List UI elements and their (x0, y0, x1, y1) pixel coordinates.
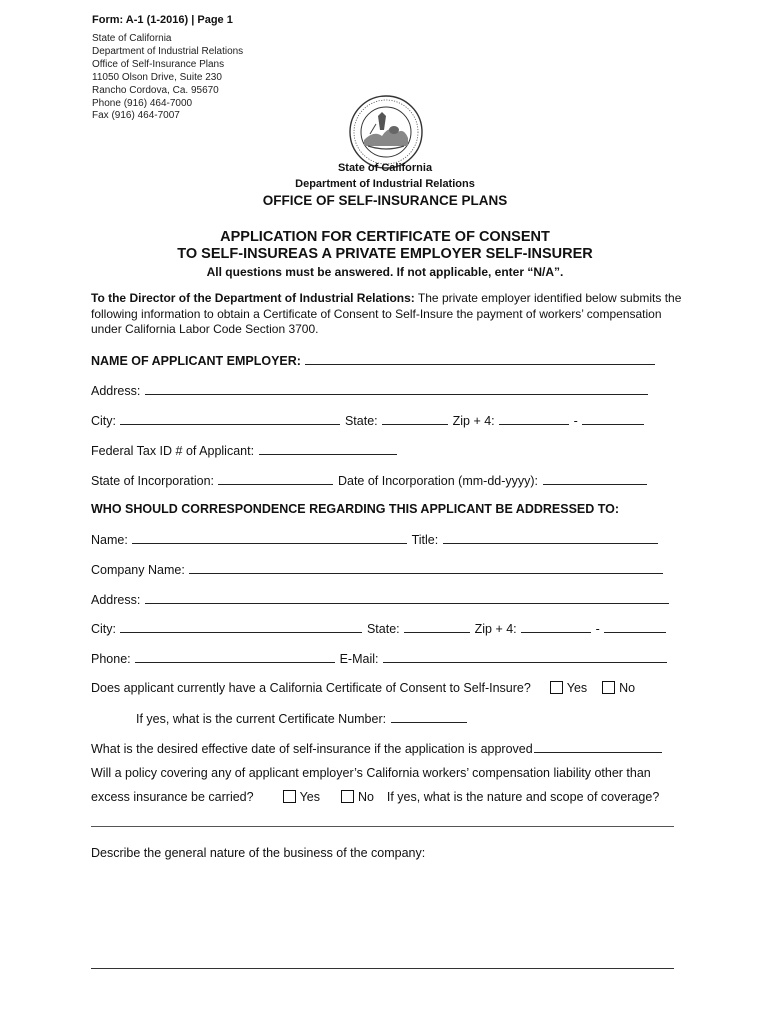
effective-date-question: What is the desired effective date of self-insurance if the application is approved (91, 742, 533, 756)
applicant-zip-field[interactable] (499, 413, 569, 425)
policy-followup-question: If yes, what is the nature and scope of coverage? (386, 790, 660, 804)
describe-business-label: Describe the general nature of the business of the company: (91, 846, 426, 860)
no-label: No (619, 681, 636, 695)
contact-phone-label: Phone: (91, 652, 131, 666)
agency-state: State of California (337, 162, 433, 174)
contact-name-row (91, 532, 659, 547)
applicant-address-field[interactable] (145, 383, 648, 395)
contact-city-label: City: (91, 622, 116, 636)
contact-zip-label: Zip + 4: (474, 622, 517, 636)
date-of-incorporation-field[interactable] (543, 473, 647, 485)
applicant-zip4-field[interactable] (582, 413, 644, 425)
zip-dash: - (573, 414, 578, 428)
incorporation-row (91, 473, 648, 488)
policy-question-line2: excess insurance be carried? (91, 790, 254, 804)
applicant-state-label: State: (344, 414, 378, 428)
contact-zip4-field[interactable] (604, 621, 666, 633)
office-address-block (92, 33, 243, 123)
california-state-seal-icon (348, 94, 424, 170)
current-certificate-row (91, 681, 635, 695)
address-line: Department of Industrial Relations (92, 45, 244, 57)
intro-paragraph (91, 291, 691, 338)
policy-question-row (91, 790, 659, 804)
certificate-number-row (136, 711, 468, 726)
policy-no-checkbox[interactable] (341, 790, 354, 803)
current-certificate-yes-checkbox[interactable] (550, 681, 563, 694)
form-instructions: All questions must be answered. If not applicable, enter “N/A”. (206, 265, 564, 279)
address-line: 11050 Olson Drive, Suite 230 (92, 71, 222, 83)
effective-date-row (91, 741, 663, 756)
contact-state-label: State: (366, 622, 400, 636)
contact-address-field[interactable] (145, 592, 669, 604)
agency-office: OFFICE OF SELF-INSURANCE PLANS (262, 193, 508, 208)
contact-zip-field[interactable] (521, 621, 591, 633)
date-of-incorporation-label: Date of Incorporation (mm-dd-yyyy): (337, 474, 539, 488)
agency-department: Department of Industrial Relations (295, 178, 475, 190)
effective-date-field[interactable] (534, 741, 662, 753)
form-id: Form: A-1 (1-2016) | Page 1 (92, 14, 233, 26)
certificate-number-field[interactable] (391, 711, 467, 723)
intro-body: The private employer identified below submits the following information to obtain a Certificate of Consent to Self-Insure the payment of workers’ compensation under California Labor Code Section 3700. (91, 291, 682, 336)
contact-state-field[interactable] (404, 621, 470, 633)
contact-name-field[interactable] (132, 532, 407, 544)
address-line: Fax (916) 464-7007 (92, 110, 180, 122)
contact-address-label: Address: (91, 593, 141, 607)
applicant-city-field[interactable] (120, 413, 340, 425)
applicant-address-label: Address: (91, 384, 141, 398)
federal-tax-id-label: Federal Tax ID # of Applicant: (91, 444, 255, 458)
policy-question-line1: Will a policy covering any of applicant employer’s California workers’ compensation liability other than (91, 766, 651, 780)
applicant-city-label: City: (91, 414, 116, 428)
applicant-name-row (91, 353, 656, 368)
intro-lead: To the Director of the Department of Industrial Relations: (91, 291, 415, 305)
state-of-incorporation-label: State of Incorporation: (91, 474, 214, 488)
applicant-zip-label: Zip + 4: (452, 414, 495, 428)
company-name-field[interactable] (189, 562, 663, 574)
zip-dash: - (595, 622, 600, 636)
contact-email-field[interactable] (383, 651, 667, 663)
contact-title-label: Title: (411, 533, 439, 547)
applicant-address-row (91, 383, 649, 398)
no-label: No (357, 790, 374, 804)
company-name-row (91, 562, 664, 577)
form-title-line1: APPLICATION FOR CERTIFICATE OF CONSENT (220, 229, 550, 245)
certificate-number-label: If yes, what is the current Certificate Number: (136, 712, 387, 726)
contact-title-field[interactable] (443, 532, 658, 544)
company-name-label: Company Name: (91, 563, 185, 577)
address-line: Phone (916) 464-7000 (92, 97, 193, 109)
form-title-line2: TO SELF-INSUREAS A PRIVATE EMPLOYER SELF-INSURER (177, 246, 593, 262)
policy-yes-checkbox[interactable] (283, 790, 296, 803)
federal-tax-id-row (91, 443, 398, 458)
contact-phone-field[interactable] (135, 651, 335, 663)
applicant-name-field[interactable] (305, 353, 655, 365)
applicant-state-field[interactable] (382, 413, 448, 425)
contact-name-label: Name: (91, 533, 128, 547)
current-certificate-question: Does applicant currently have a California Certificate of Consent to Self-Insure? (91, 681, 531, 695)
correspondence-heading: WHO SHOULD CORRESPONDENCE REGARDING THIS APPLICANT BE ADDRESSED TO: (91, 502, 620, 516)
applicant-city-row (91, 413, 645, 428)
applicant-name-label: NAME OF APPLICANT EMPLOYER: (91, 354, 301, 368)
state-of-incorporation-field[interactable] (218, 473, 333, 485)
contact-city-field[interactable] (120, 621, 362, 633)
address-line: Rancho Cordova, Ca. 95670 (92, 84, 219, 96)
federal-tax-id-field[interactable] (259, 443, 397, 455)
contact-city-row (91, 621, 667, 636)
yes-label: Yes (566, 681, 588, 695)
contact-address-row (91, 592, 670, 607)
yes-label: Yes (299, 790, 320, 804)
contact-phone-row (91, 651, 668, 666)
current-certificate-no-checkbox[interactable] (602, 681, 615, 694)
coverage-answer-line[interactable] (91, 826, 674, 827)
address-line: State of California (92, 33, 172, 44)
business-description-line[interactable] (91, 968, 674, 969)
address-line: Office of Self-Insurance Plans (92, 58, 225, 70)
contact-email-label: E-Mail: (339, 652, 379, 666)
